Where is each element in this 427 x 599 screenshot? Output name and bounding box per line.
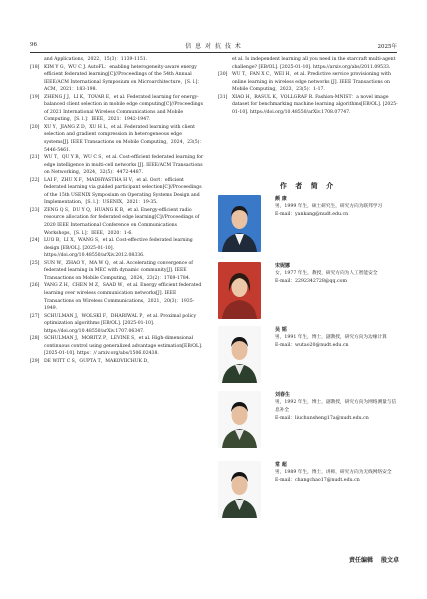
- editor-name: 殷文卓: [380, 557, 399, 564]
- author-name: 刘春生: [275, 392, 291, 398]
- reference-item: [28] SCHULMAN J，MORITZ P，LEVINE S，et al. High-dimensional continuous control using generalized advantage estimation[EB/OL]. [2025-01-10]. https：// arxiv.org/abs/1506.02438.: [30, 336, 203, 357]
- reference-item: [19] ZHENG J J，LI K，TOVAR E，et al. Federated learning for energy-balanced client selection in mobile edge computing[C]//Proceedings of 2021 International Wireless Communications and Mobile Computing，[S. l.]：IEEE，2021：1942-1947.: [30, 94, 203, 123]
- author-name: 宋妮娜: [275, 263, 291, 269]
- authors-section-title: 作 者 简 介: [279, 182, 337, 190]
- responsible-editor: [349, 555, 399, 564]
- author-bio: 男，1992 年生，博士，副教授，研究方向为网络测量与信息补全: [275, 400, 397, 414]
- author-email: E-mail：changchao17@nudt.edu.cn: [275, 478, 360, 484]
- author-email: E-mail：liuchunsheng17a@nudt.edu.cn: [275, 416, 369, 422]
- author-photo: [218, 195, 261, 252]
- author-bio: 男，1999 年生，硕士研究生，研究方向为联邦学习: [275, 204, 383, 210]
- author-bio: 男，1991 年生，博士，副教授，研究方向为边缘计算: [275, 335, 387, 341]
- author-photo: [218, 262, 261, 319]
- editor-label: 责任编辑: [348, 557, 373, 564]
- right-reference-column: [218, 56, 398, 116]
- author-email: E-mail：yankang@nudt.edu.cn: [275, 212, 349, 218]
- author-card: [218, 195, 398, 265]
- reference-item: [23] ZENG Q S，DU Y Q，HUANG K B，et al. Energy-efficient radio resource allocation for federated edge learning[C]//Proceedings of 2020 IEEE International Conference on Communications Workshops，[S. l.]：IEEE，2020：1-6.: [30, 207, 200, 236]
- author-card: [218, 326, 398, 396]
- reference-item: [25] SUN W，ZHAO Y，MA W Q，et al. Accelerating convergence of federated learning in MEC with dynamic community[J]. IEEE Transactions on Mobile Computing，2024，23(2)：1769-1784.: [30, 260, 193, 281]
- reference-item: and Applications，2022，15(3)：1139-1151.: [44, 57, 148, 62]
- page-number: 96: [30, 42, 37, 48]
- author-card: [218, 391, 398, 461]
- author-card: [218, 262, 398, 332]
- reference-item: [27] SCHULMAN J，WOLSKI F，DHARIWAL P，et al. Proximal policy optimization algorithms [EB/OL]. [2025-01-10]. https://doi.org/10.48550/arXiv.1707.06347.: [30, 313, 197, 334]
- reference-item: [31] XIAO H，RASUL K，VOLLGRAF R. Fashion-MNIST：a novel image dataset for benchmarking machine learning algorithms[EB/OL]. [2025-01-10]. https://doi.org/10.48550/arXiv.1708.07747.: [218, 94, 398, 115]
- author-photo: [218, 461, 261, 518]
- reference-item: [20] XU Y，JIANG Z D，XU H L，et al. Federated learning with client selection and gradient compression in heterogeneous edge systems[J]. IEEE Transactions on Mobile Computing，2024，23(5)：5446-5461.: [30, 124, 205, 153]
- reference-item: [30] WU T，FAN X C，WEI H，et al. Predictive service provisioning with online learning in wireless edge networks [J]. IEEE Transactions on Mobile Computing，2023，23(5)：1-17.: [218, 72, 391, 93]
- author-photo: [218, 391, 261, 448]
- issue-year: 2025年: [377, 44, 397, 50]
- author-email: E-mail：wutao20@nudt.edu.cn: [275, 343, 349, 349]
- reference-item: [26] YANG Z H，CHEN M Z，SAAD W，et al. Energy efficient federated learning over wireless communication networks[J]. IEEE Transactions on Wireless Communications，2021，20(3)：1935-1949.: [30, 283, 202, 312]
- reference-item: [18] KIM Y G，WU C J. AutoFL：enabling heterogeneity-aware energy efficient federated learning[C]//Proceedings of the 54th Annual IEEE/ACM International Symposium on Microarchitecture，[S. l.]：ACM，2021：183-198.: [30, 64, 203, 93]
- author-photo: [218, 326, 261, 383]
- author-name: 颜 康: [275, 196, 287, 202]
- reference-item: [29] DE WITT C S，GUPTA T，MAKOVIICHUK D，: [30, 358, 152, 364]
- left-reference-column: [30, 56, 206, 365]
- author-bio: 女，1977 年生，教授，研究方向为人工智能安全: [275, 271, 378, 277]
- reference-item: et al. Is independent learning all you need in the starcraft multi-agent challenge? [EB/OL]. [2025-01-10]. https://arxiv.org/abs/2011.09533.: [232, 57, 396, 70]
- reference-item: [21] WU T，QU Y B，WU C S，et al. Cost-efficient federated learning for edge intelligence in multi-cell networks [J]. IEEE/ACM Transactions on Networking，2024，32(5)：4472-4487.: [30, 155, 204, 176]
- journal-title: 信 息 对 抗 技 术: [185, 43, 242, 50]
- author-name: 常 超: [275, 462, 287, 468]
- reference-item: [24] LUO B，LI X，WANG S，et al. Cost-effective federated learning design [EB/OL]. [2025-01-10]. https://doi.org/10.48550/arXiv.2012.08336.: [30, 238, 193, 259]
- author-name: 吴 韬: [275, 327, 287, 333]
- author-bio: 男，1989 年生，博士，讲师，研究方向为无线网络安全: [275, 470, 392, 476]
- running-header: [30, 40, 397, 50]
- header-rule: [30, 52, 397, 53]
- author-card: [218, 461, 398, 531]
- author-email: E-mail：2292342728@qq.com: [275, 279, 347, 285]
- reference-item: [22] LAI F，ZHU X F，MADHYASTHA H V，et al. Oort：efficient federated learning via guided participant selection[C]//Proceedings of the 15th USENIX Symposium on Operating Systems Design and Implementation，[S. l.]：USENIX，2021：19-35.: [30, 177, 202, 206]
